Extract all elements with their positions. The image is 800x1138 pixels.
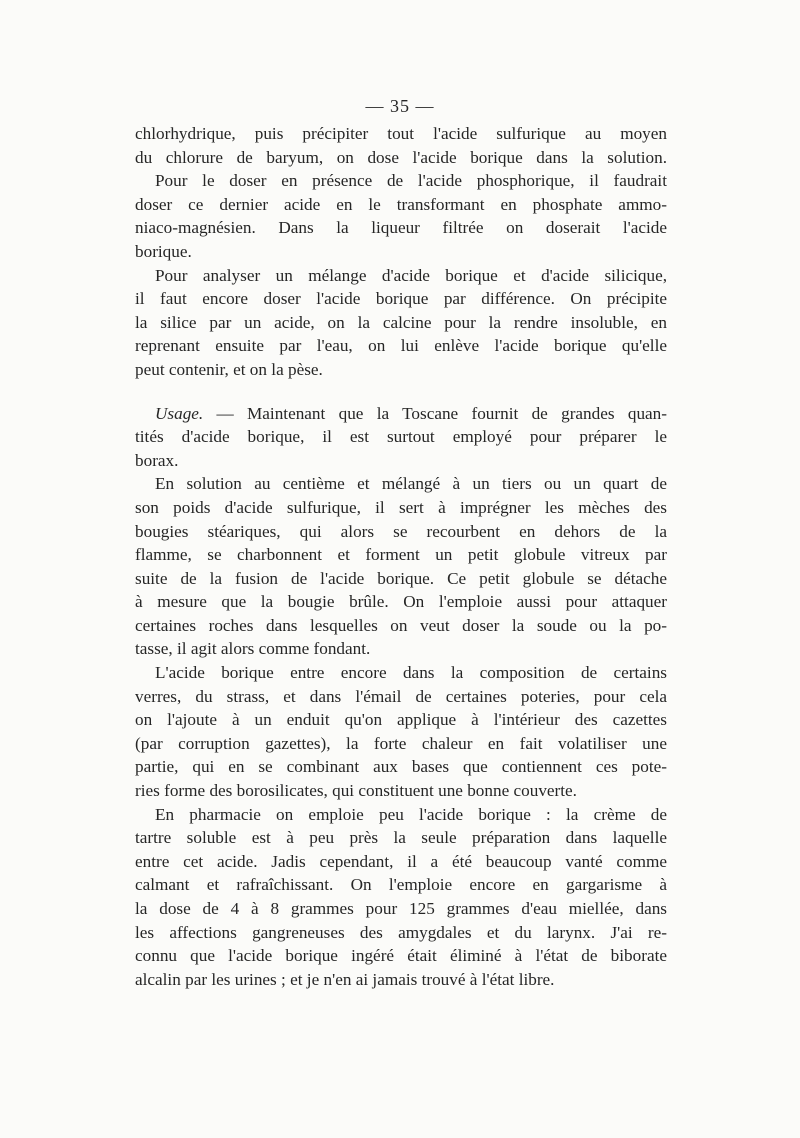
text-line: suite de la fusion de l'acide borique. Ce petit globule se détache [135, 568, 667, 588]
text-line: Pour analyser un mélange d'acide borique et d'acide silicique, [155, 265, 667, 285]
text-line: la silice par un acide, on la calcine pour la rendre insoluble, en [135, 312, 667, 332]
text-line: verres, du strass, et dans l'émail de certaines poteries, pour cela [135, 686, 667, 706]
text-line: flamme, se charbonnent et forment un petit globule vitreux par [135, 545, 667, 565]
text-line: En pharmacie on emploie peu l'acide borique : la crème de [155, 804, 667, 824]
text-line: connu que l'acide borique ingéré était éliminé à l'état de biborate [135, 946, 667, 966]
text-line: certaines roches dans lesquelles on veut doser la soude ou la po- [135, 615, 667, 635]
text-line [135, 402, 667, 426]
text-line: doser ce dernier acide en le transformant en phosphate ammo- [135, 194, 667, 214]
text-line: alcalin par les urines ; et je n'en ai jamais trouvé à l'état libre. [135, 969, 555, 989]
text-line-rest: — Maintenant que la Toscane fournit de grandes quan- [203, 403, 667, 423]
text-line: ries forme des borosilicates, qui constituent une bonne couverte. [135, 781, 577, 801]
text-line: à mesure que la bougie brûle. On l'emploie aussi pour attaquer [135, 592, 667, 612]
paragraph [135, 169, 667, 263]
text-line: borax. [135, 450, 179, 470]
text-line: les affections gangreneuses des amygdales et du larynx. J'ai re- [135, 922, 667, 942]
text-line: tasse, il agit alors comme fondant. [135, 639, 371, 659]
text-line: partie, qui en se combinant aux bases que contiennent ces pote- [135, 757, 667, 777]
paragraph [135, 661, 667, 803]
text-line: on l'ajoute à un enduit qu'on applique à l'intérieur des cazettes [135, 710, 667, 730]
text-line: peut contenir, et on la pèse. [135, 359, 323, 379]
paragraph [135, 122, 667, 169]
text-line: reprenant ensuite par l'eau, on lui enlève l'acide borique qu'elle [135, 336, 667, 356]
text-line: chlorhydrique, puis précipiter tout l'acide sulfurique au moyen [135, 124, 667, 143]
text-line: tités d'acide borique, il est surtout employé pour préparer le [135, 427, 667, 447]
page-number: — 35 — [365, 96, 435, 116]
text-line: la dose de 4 à 8 grammes pour 125 grammes d'eau miellée, dans [135, 899, 667, 918]
page-body [135, 122, 667, 991]
text-line: (par corruption gazettes), la forte chaleur en fait volatiliser une [135, 733, 667, 753]
paragraph [135, 803, 667, 992]
paragraph [135, 402, 667, 473]
section-lead: Usage. [155, 403, 204, 423]
paragraph [135, 264, 667, 382]
text-line: calmant et rafraîchissant. On l'emploie encore en gargarisme à [135, 875, 667, 895]
text-line: entre cet acide. Jadis cependant, il a été beaucoup vanté comme [135, 851, 667, 871]
text-line: tartre soluble est à peu près la seule préparation dans laquelle [135, 828, 667, 848]
text-line: son poids d'acide sulfurique, il sert à imprégner les mèches des [135, 497, 667, 517]
text-line: En solution au centième et mélangé à un tiers ou un quart de [155, 474, 667, 494]
text-line: il faut encore doser l'acide borique par différence. On précipite [135, 289, 667, 309]
text-line: L'acide borique entre encore dans la composition de certains [155, 663, 667, 683]
text-line: Pour le doser en présence de l'acide phosphorique, il faudrait [155, 171, 667, 191]
paragraph [135, 472, 667, 661]
text-line: bougies stéariques, qui alors se recourbent en dehors de la [135, 521, 667, 541]
text-line: du chlorure de baryum, on dose l'acide borique dans la solution. [135, 147, 667, 167]
text-line: borique. [135, 241, 192, 261]
text-line: niaco-magnésien. Dans la liqueur filtrée on doserait l'acide [135, 218, 667, 238]
